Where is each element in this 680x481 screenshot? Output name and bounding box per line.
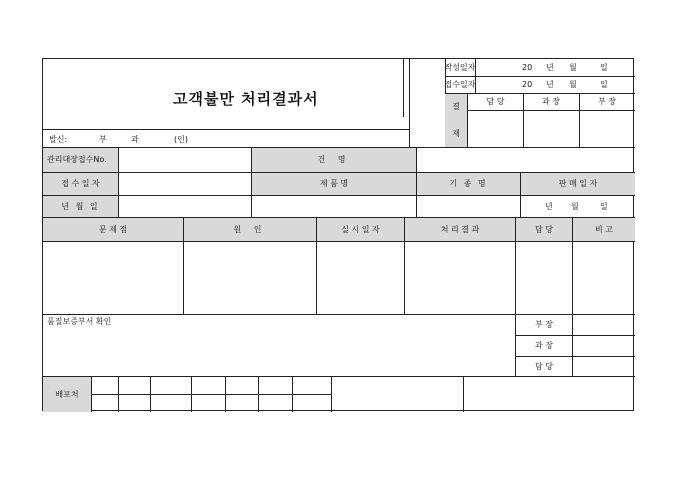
approval-side-label	[445, 94, 467, 147]
qa-staff-sign[interactable]	[573, 357, 635, 376]
received-year-prefix: 20	[522, 80, 533, 89]
exec-date-field[interactable]	[317, 242, 404, 314]
received-year-label: 년	[546, 80, 554, 89]
approval-sign-dept-head[interactable]	[580, 111, 635, 147]
received-date-label: 접수일자	[444, 79, 476, 89]
complaint-result-form	[42, 58, 634, 411]
receipt-no-label: 관리대장접수No.	[43, 148, 118, 172]
col-staff: 담 당	[516, 218, 572, 241]
ymd-label: 년 월 일	[43, 196, 118, 217]
model-label: 기 종 명	[417, 173, 520, 195]
qa-dept-head-sign[interactable]	[573, 315, 635, 335]
received-day-label: 일	[600, 80, 608, 89]
written-day-label: 일	[600, 63, 608, 72]
approval-label-1: 결	[452, 102, 460, 112]
written-year-label: 년	[546, 63, 554, 72]
approval-label-2: 재	[452, 128, 460, 138]
qa-dept-head-label: 부 장	[535, 320, 553, 329]
receipt-date-field[interactable]	[119, 173, 251, 195]
qa-staff-label: 담 당	[535, 361, 553, 371]
sender-label: 발신:	[49, 135, 68, 144]
col-exec-date: 실 시 일 자	[317, 218, 404, 241]
approval-sign-section-chief[interactable]	[524, 111, 579, 147]
result-field[interactable]	[405, 242, 515, 314]
written-month-label: 월	[569, 63, 577, 72]
approval-col-staff: 담 당	[486, 96, 505, 106]
remarks-field[interactable]	[573, 242, 635, 314]
approval-sign-staff[interactable]	[468, 111, 523, 147]
product-field[interactable]	[252, 196, 416, 217]
qa-label: 품질보증부서 확인	[47, 317, 112, 326]
subject-label: 건 명	[252, 148, 416, 172]
sender-seal: (인)	[174, 135, 188, 144]
received-month-label: 월	[569, 80, 577, 89]
model-field[interactable]	[417, 196, 520, 217]
written-year-prefix: 20	[522, 63, 533, 72]
product-label: 제 품 명	[252, 173, 416, 195]
receipt-date-label: 접 수 일 자	[43, 173, 118, 195]
sale-date-label: 판 매 일 자	[521, 173, 635, 195]
problem-field[interactable]	[43, 242, 183, 314]
subject-field[interactable]	[417, 148, 635, 172]
col-remarks: 비 고	[573, 218, 635, 241]
sender-dept-1: 부	[99, 135, 107, 144]
qa-section-chief-sign[interactable]	[573, 336, 635, 356]
page-title: 고객불만 처리결과서	[173, 90, 319, 108]
col-result: 처 리 결 과	[405, 218, 515, 241]
col-problem: 문 제 점	[43, 218, 183, 241]
approval-col-dept-head: 부 장	[598, 96, 616, 106]
sale-year-label: 년	[545, 202, 553, 211]
written-date-label: 작성일자	[444, 62, 476, 72]
sender-dept-2: 과	[131, 135, 139, 144]
distribution-cell[interactable]	[92, 377, 118, 394]
sale-month-label: 월	[571, 202, 579, 211]
distribution-note-2[interactable]	[464, 377, 635, 412]
col-cause: 원 인	[184, 218, 316, 241]
approval-col-section-chief: 과 장	[542, 96, 560, 106]
distribution-note[interactable]	[332, 377, 463, 412]
cause-field[interactable]	[184, 242, 316, 314]
ymd-field[interactable]	[119, 196, 251, 217]
staff-field[interactable]	[516, 242, 572, 314]
qa-section-chief-label: 과 장	[535, 341, 553, 350]
distribution-label: 배포처	[43, 377, 91, 412]
sale-day-label: 일	[600, 202, 608, 211]
receipt-no-field[interactable]	[119, 148, 251, 172]
